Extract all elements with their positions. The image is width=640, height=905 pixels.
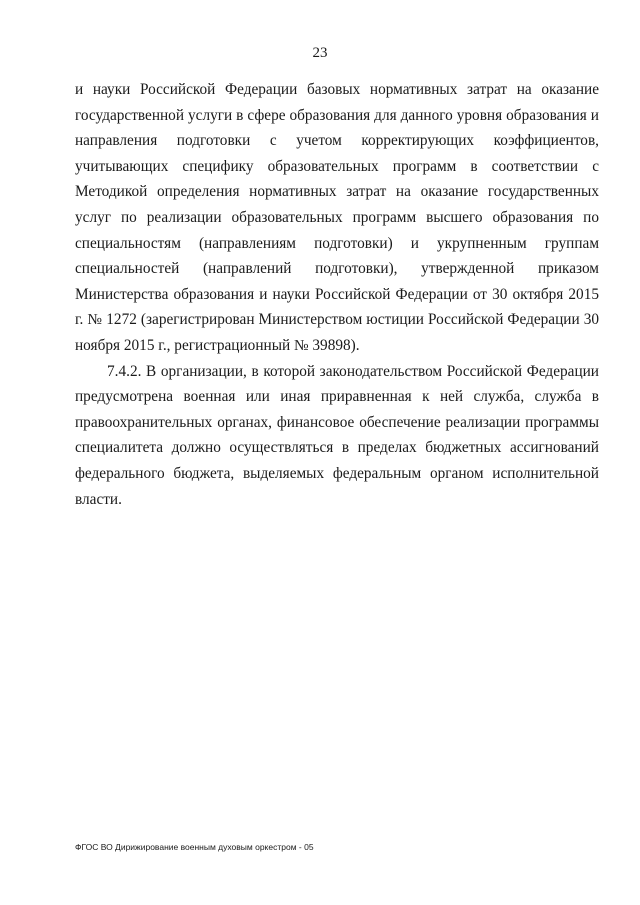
paragraph-7-4-2: 7.4.2. В организации, в которой законодательством Российской Федерации предусмотрена военная или иная приравненная к ней служба, служба в правоохранительных органах, финансовое обеспечение реализации программы специалитета должно осуществляться в пределах бюджетных ассигнований федерального бюджета, выделяемых федеральным органом исполнительной власти. xyxy=(75,362,599,508)
paragraph-continuation: и науки Российской Федерации базовых нормативных затрат на оказание государственной услуги в сфере образования для данного уровня образования и направления подготовки с учетом корректирующих коэффициентов, учитывающих специфику образовательных программ в соответствии с Методикой определения нормативных затрат на оказание государственных услуг по реализации образовательных программ высшего образования по специальностям (направлениям подготовки) и укрупненным группам специальностей (направлений подготовки), утвержденной приказом Министерства образования и науки Российской Федерации от 30 октября 2015 г. № 1272 (зарегистрирован Министерством юстиции Российской Федерации 30 ноября 2015 г., регистрационный № 39898). xyxy=(75,81,599,354)
page-number: 23 xyxy=(312,45,328,61)
document-footer: ФГОС ВО Дирижирование военным духовым оркестром - 05 xyxy=(75,842,314,852)
document-body xyxy=(75,77,599,512)
